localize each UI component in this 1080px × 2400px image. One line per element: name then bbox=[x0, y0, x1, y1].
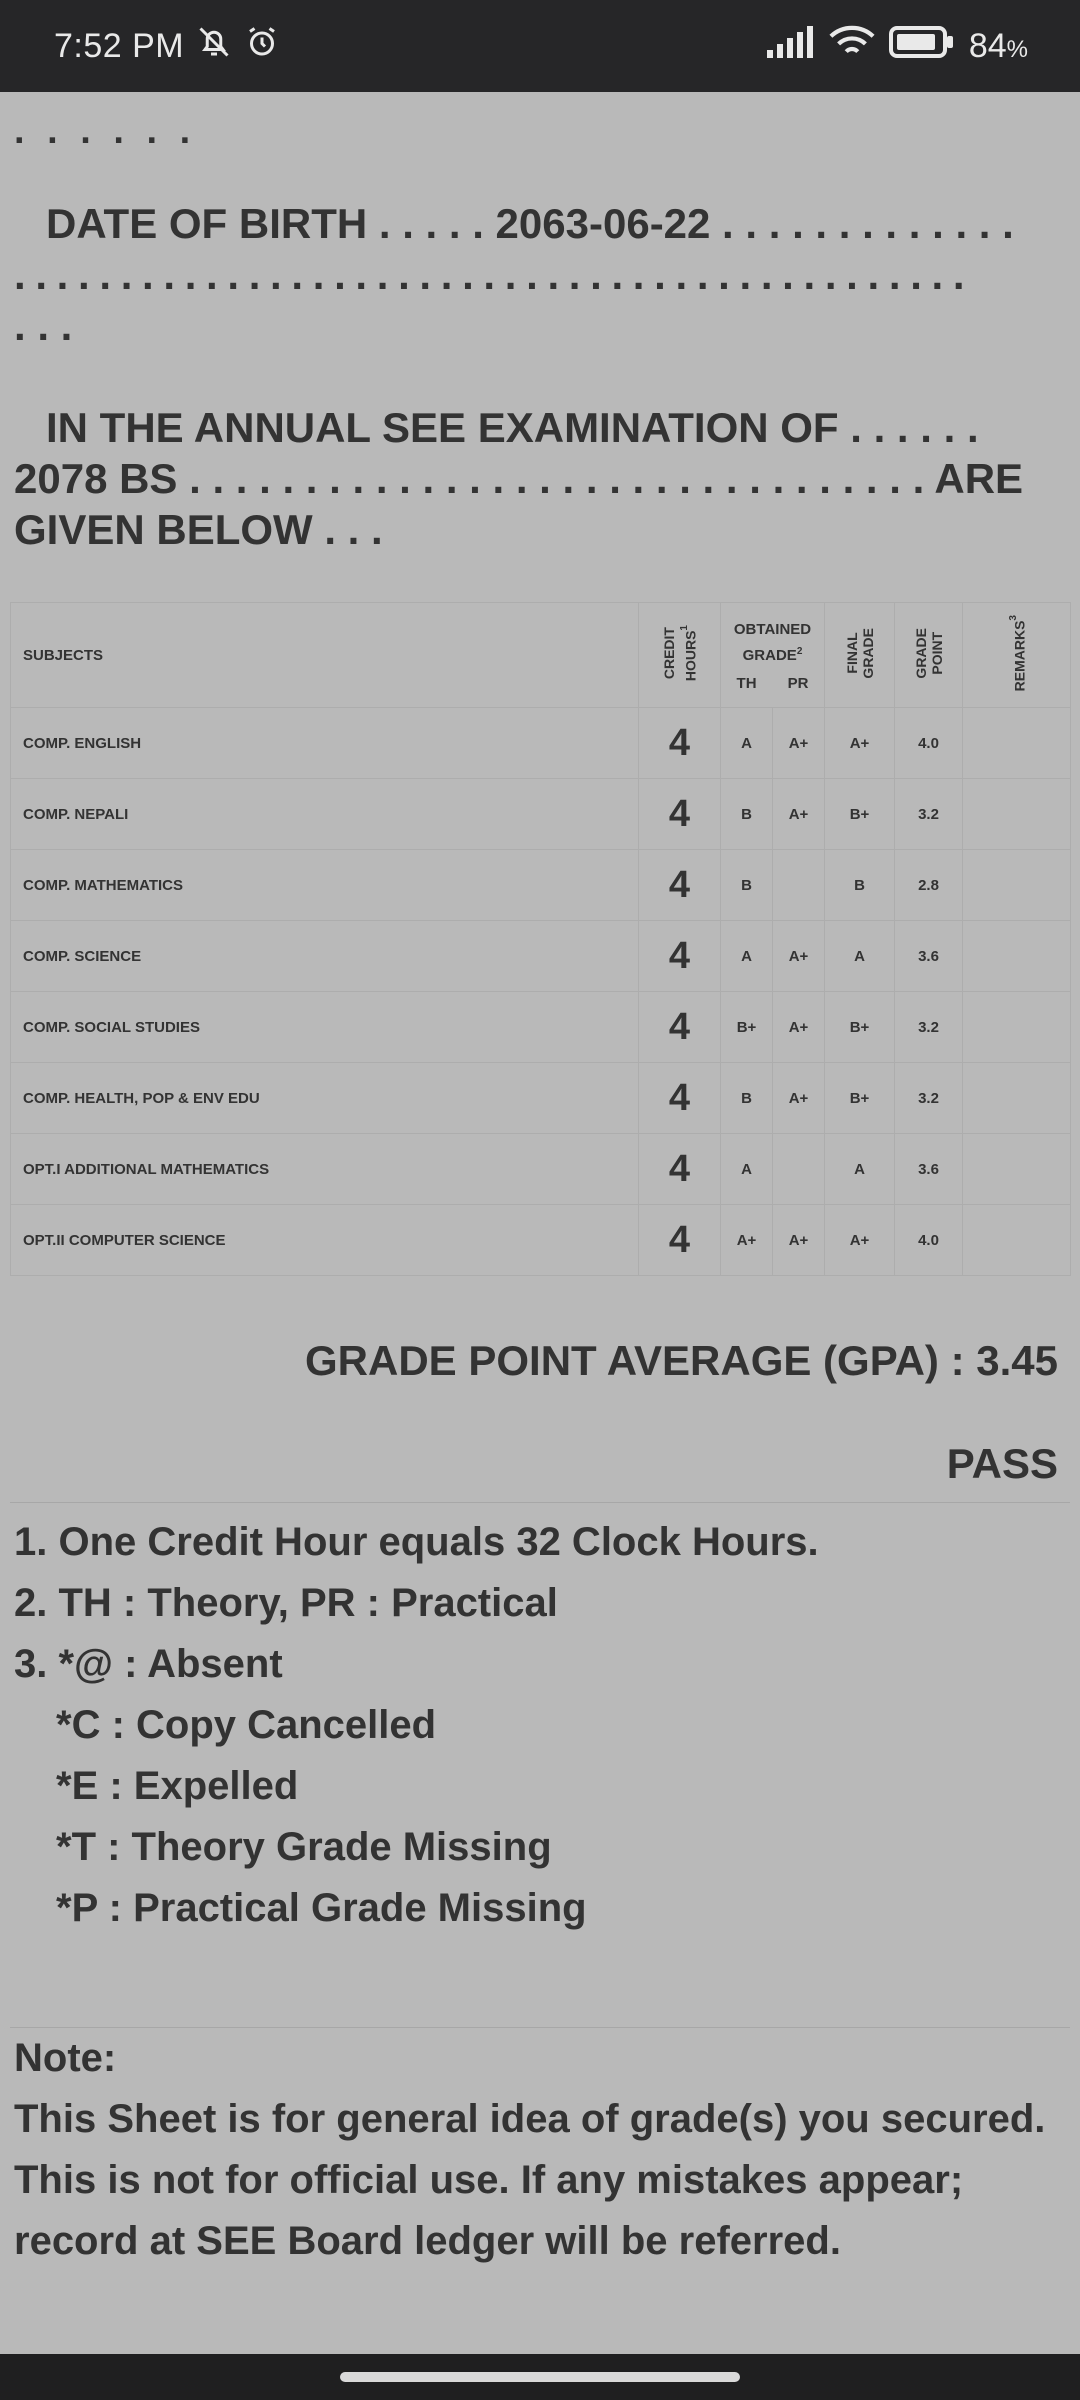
pr-grade-cell: A+ bbox=[773, 921, 825, 992]
table-row bbox=[11, 992, 1071, 1063]
status-time: 7:52 PM bbox=[54, 26, 185, 65]
footnote-3: 3. *@ : Absent bbox=[14, 1642, 283, 1686]
header-obtained-grade: OBTAINED GRADE$^2$ TH PR bbox=[721, 603, 825, 708]
credit-cell: 4 bbox=[639, 850, 721, 921]
pr-grade-cell: A+ bbox=[773, 1063, 825, 1134]
footnote-2: 2. TH : Theory, PR : Practical bbox=[14, 1581, 558, 1625]
divider bbox=[10, 1502, 1070, 1503]
th-grade-cell: B+ bbox=[721, 992, 773, 1063]
grade-point-cell: 4.0 bbox=[895, 1205, 963, 1276]
credit-cell: 4 bbox=[639, 1134, 721, 1205]
credit-cell: 4 bbox=[639, 708, 721, 779]
signal-icon bbox=[767, 26, 815, 67]
credit-cell: 4 bbox=[639, 1063, 721, 1134]
th-grade-cell: A bbox=[721, 708, 773, 779]
subject-cell: COMP. SCIENCE bbox=[11, 921, 639, 992]
header-remarks: REMARKS$^3$ bbox=[963, 603, 1071, 708]
footnote-3t: *T : Theory Grade Missing bbox=[56, 1825, 552, 1869]
table-row bbox=[11, 1134, 1071, 1205]
subject-cell: OPT.I ADDITIONAL MATHEMATICS bbox=[11, 1134, 639, 1205]
remarks-cell bbox=[963, 779, 1071, 850]
final-grade-cell: A bbox=[825, 1134, 895, 1205]
table-header-row bbox=[11, 603, 1071, 708]
final-grade-cell: B+ bbox=[825, 779, 895, 850]
final-grade-cell: A bbox=[825, 921, 895, 992]
exam-line-3: GIVEN BELOW . . . bbox=[14, 506, 383, 553]
remarks-cell bbox=[963, 1134, 1071, 1205]
credit-cell: 4 bbox=[639, 779, 721, 850]
pr-grade-cell: A+ bbox=[773, 992, 825, 1063]
grade-point-cell: 3.2 bbox=[895, 1063, 963, 1134]
gpa-summary: GRADE POINT AVERAGE (GPA) : 3.45 bbox=[305, 1337, 1058, 1384]
final-grade-cell: A+ bbox=[825, 708, 895, 779]
grade-point-cell: 3.6 bbox=[895, 1134, 963, 1205]
remarks-cell bbox=[963, 1205, 1071, 1276]
table-row bbox=[11, 1063, 1071, 1134]
table-row bbox=[11, 708, 1071, 779]
footnote-3c: *C : Copy Cancelled bbox=[56, 1703, 437, 1747]
exam-line-2: 2078 BS . . . . . . . . . . . . . . . . . . . . . . . . . . . . . . . . ARE bbox=[14, 455, 1024, 502]
subject-cell: COMP. HEALTH, POP & ENV EDU bbox=[11, 1063, 639, 1134]
exam-block bbox=[14, 402, 1058, 555]
credit-cell: 4 bbox=[639, 992, 721, 1063]
pr-grade-cell: A+ bbox=[773, 1205, 825, 1276]
subject-cell: COMP. SOCIAL STUDIES bbox=[11, 992, 639, 1063]
final-grade-cell: A+ bbox=[825, 1205, 895, 1276]
table-row bbox=[11, 850, 1071, 921]
note-block bbox=[14, 2028, 1064, 2272]
subject-cell: COMP. MATHEMATICS bbox=[11, 850, 639, 921]
footnote-3e: *E : Expelled bbox=[56, 1764, 299, 1808]
final-grade-cell: B bbox=[825, 850, 895, 921]
grade-point-cell: 2.8 bbox=[895, 850, 963, 921]
header-pr: PR bbox=[787, 674, 809, 692]
result-status: PASS bbox=[946, 1440, 1058, 1487]
status-bar bbox=[0, 0, 1080, 92]
table-row bbox=[11, 779, 1071, 850]
home-gesture-handle[interactable] bbox=[340, 2372, 740, 2382]
table-row bbox=[11, 1205, 1071, 1276]
remarks-cell bbox=[963, 921, 1071, 992]
exam-line-1: IN THE ANNUAL SEE EXAMINATION OF . . . . . . bbox=[46, 404, 979, 451]
subject-cell: OPT.II COMPUTER SCIENCE bbox=[11, 1205, 639, 1276]
header-th: TH bbox=[736, 674, 757, 692]
th-grade-cell: A bbox=[721, 921, 773, 992]
pr-grade-cell: A+ bbox=[773, 779, 825, 850]
header-final-grade: FINAL GRADE bbox=[825, 603, 895, 708]
grade-point-cell: 4.0 bbox=[895, 708, 963, 779]
date-of-birth-block bbox=[14, 198, 1058, 351]
navigation-bar bbox=[0, 2354, 1080, 2400]
grades-table bbox=[10, 602, 1070, 1276]
battery-percent: 84% bbox=[968, 26, 1028, 65]
footnotes bbox=[14, 1512, 819, 1939]
table-row bbox=[11, 921, 1071, 992]
footnote-3p: *P : Practical Grade Missing bbox=[56, 1886, 587, 1930]
grade-sheet[interactable] bbox=[0, 92, 1080, 2354]
dob-dots: . . . . . . . . . . . . . . . . . . . . . . . . . . . . . . . . . . . . . . . . . . . . . bbox=[14, 251, 964, 298]
dob-line: DATE OF BIRTH . . . . . 2063-06-22 . . . . . . . . . . . . . bbox=[46, 200, 1014, 247]
credit-cell: 4 bbox=[639, 921, 721, 992]
wifi-icon bbox=[829, 24, 875, 69]
th-grade-cell: B bbox=[721, 850, 773, 921]
th-grade-cell: A+ bbox=[721, 1205, 773, 1276]
credit-cell: 4 bbox=[639, 1205, 721, 1276]
alarm-icon bbox=[244, 24, 280, 69]
battery-icon bbox=[889, 26, 955, 67]
subject-cell: COMP. NEPALI bbox=[11, 779, 639, 850]
th-grade-cell: B bbox=[721, 1063, 773, 1134]
header-credit-hours: CREDIT HOURS$^1$ bbox=[639, 603, 721, 708]
th-grade-cell: A bbox=[721, 1134, 773, 1205]
note-title: Note: bbox=[14, 2036, 117, 2080]
remarks-cell bbox=[963, 992, 1071, 1063]
header-subjects: SUBJECTS bbox=[11, 603, 639, 708]
grade-point-cell: 3.6 bbox=[895, 921, 963, 992]
pr-grade-cell bbox=[773, 1134, 825, 1205]
header-grade-point: GRADE POINT bbox=[895, 603, 963, 708]
grade-point-cell: 3.2 bbox=[895, 992, 963, 1063]
th-grade-cell: B bbox=[721, 779, 773, 850]
note-text: This Sheet is for general idea of grade(s) you secured. This is not for official use. If any mistakes appear; record at SEE Board ledger will be referred. bbox=[14, 2097, 1046, 2263]
footnote-1: 1. One Credit Hour equals 32 Clock Hours. bbox=[14, 1520, 819, 1564]
pr-grade-cell: A+ bbox=[773, 708, 825, 779]
grade-point-cell: 3.2 bbox=[895, 779, 963, 850]
remarks-cell bbox=[963, 850, 1071, 921]
final-grade-cell: B+ bbox=[825, 1063, 895, 1134]
final-grade-cell: B+ bbox=[825, 992, 895, 1063]
bell-muted-icon bbox=[196, 24, 232, 69]
remarks-cell bbox=[963, 708, 1071, 779]
dob-dots-end: . . . bbox=[14, 302, 73, 349]
subject-cell: COMP. ENGLISH bbox=[11, 708, 639, 779]
leader-dots: . . . . . . bbox=[14, 110, 197, 152]
pr-grade-cell bbox=[773, 850, 825, 921]
remarks-cell bbox=[963, 1063, 1071, 1134]
